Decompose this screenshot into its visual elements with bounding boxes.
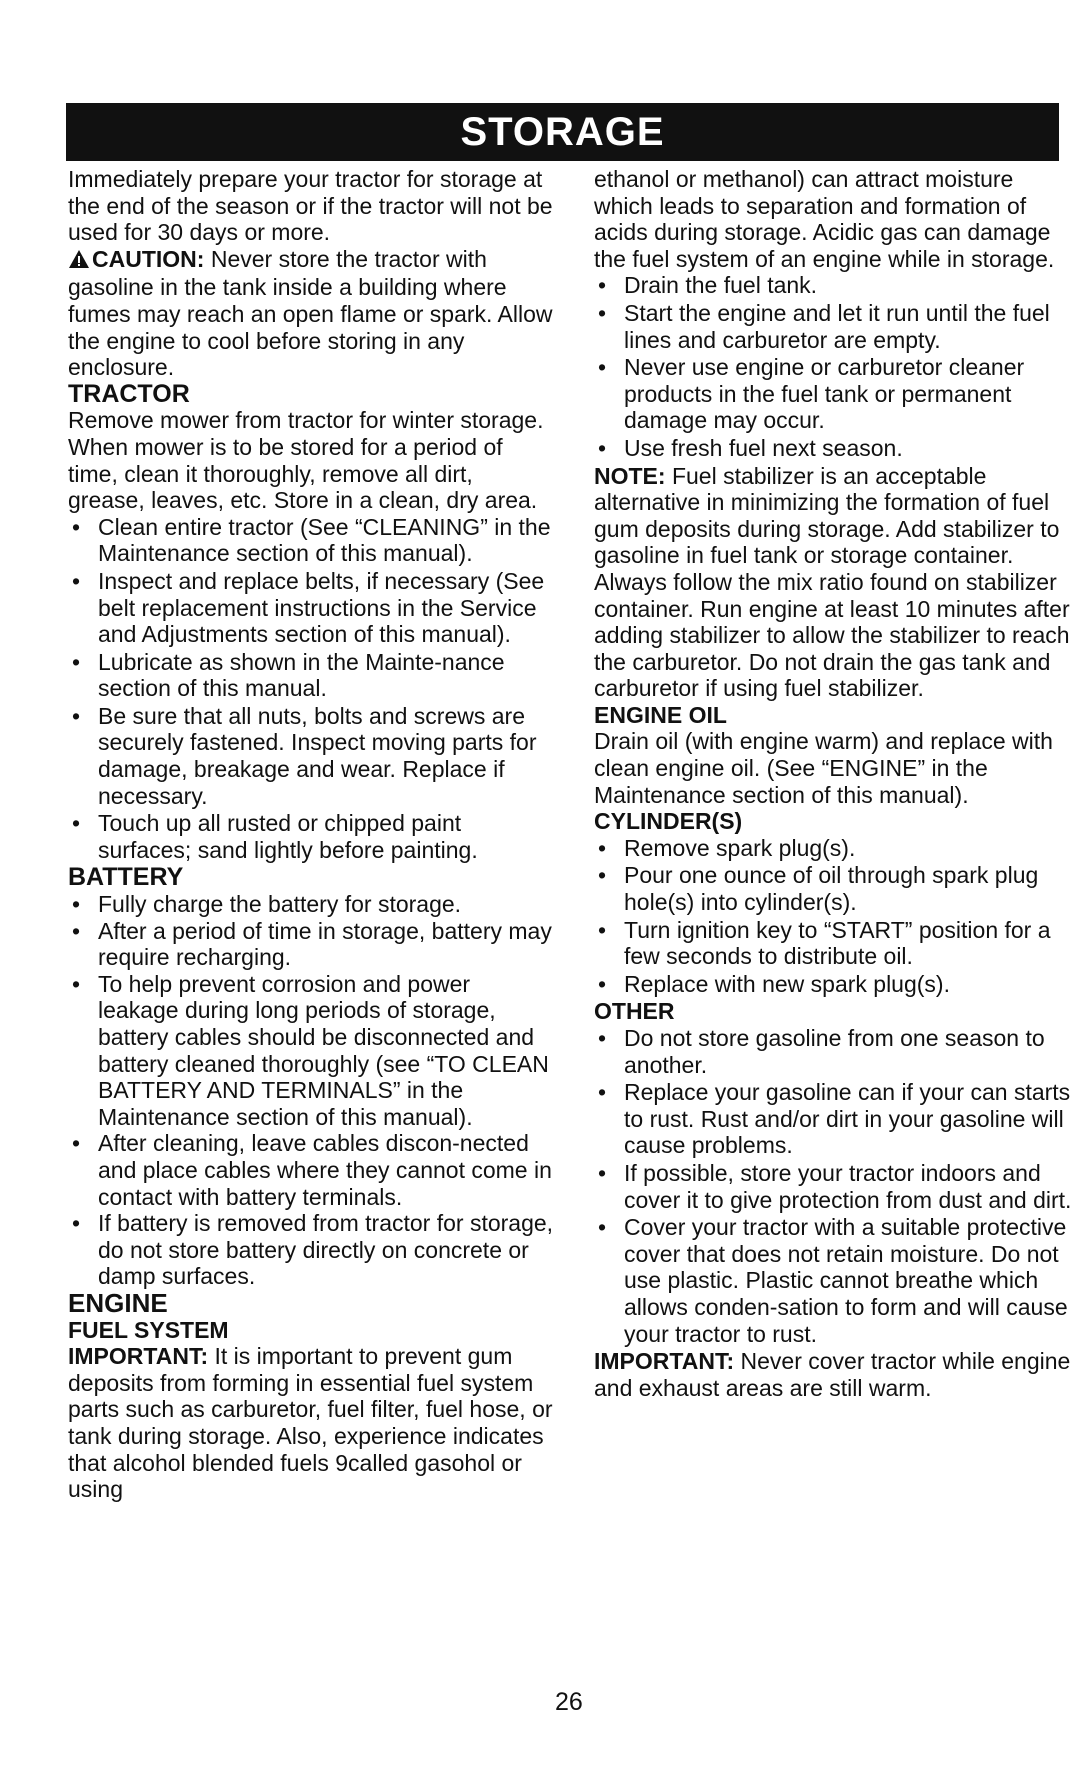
list-item: • Start the engine and let it run until the fuel lines and carburetor are empty. <box>594 300 1074 353</box>
heading-tractor: TRACTOR <box>68 379 190 408</box>
important-paragraph-right <box>594 1348 1074 1401</box>
list-item: • Fully charge the battery for storage. <box>68 891 554 918</box>
list-item: • Drain the fuel tank. <box>594 272 1074 299</box>
page-number: 26 <box>555 1688 583 1716</box>
note-label: NOTE: <box>594 462 666 489</box>
heading-engine: ENGINE <box>68 1287 168 1318</box>
list-item: • After a period of time in storage, battery may require recharging. <box>68 918 554 971</box>
list-item: • Replace with new spark plug(s). <box>594 971 1074 998</box>
note-paragraph <box>594 463 1074 702</box>
tractor-paragraph: Remove mower from tractor for winter storage. When mower is to be stored for a period of time, clean it thoroughly, remove all dirt, grease, leaves, etc. Store in a clean, dry area. <box>68 407 544 514</box>
engine-oil-paragraph: Drain oil (with engine warm) and replace with clean engine oil. (See “ENGINE” in the Maintenance section of this manual). <box>594 728 1053 808</box>
fuel-list <box>594 272 1074 461</box>
list-item: • Pour one ounce of oil through spark plug hole(s) into cylinder(s). <box>594 862 1074 915</box>
list-item: • Be sure that all nuts, bolts and screws are securely fastened. Inspect moving parts for damage, breakage and wear. Replace if necessary. <box>68 703 554 809</box>
list-item: • Turn ignition key to “START” position for a few seconds to distribute oil. <box>594 917 1074 970</box>
note-text: Fuel stabilizer is an acceptable alternative in minimizing the formation of fuel gum deposits during storage. Add stabilizer to gasoline in fuel tank or storage container. Always follow the mix ratio found on stabilizer container. Run engine at least 10 minutes after adding stabilizer to allow the stabilizer to reach the carburetor. Do not drain the gas tank and carburetor if using fuel stabilizer. <box>594 462 1070 702</box>
list-item: • Replace your gasoline can if your can starts to rust. Rust and/or dirt in your gasoline will cause problems. <box>594 1079 1074 1159</box>
heading-battery: BATTERY <box>68 863 184 892</box>
important-paragraph <box>68 1343 554 1503</box>
list-item: • Clean entire tractor (See “CLEANING” in the Maintenance section of this manual). <box>68 514 554 567</box>
left-column <box>68 166 554 1503</box>
list-item: • Never use engine or carburetor cleaner products in the fuel tank or permanent damage may occur. <box>594 354 1074 434</box>
list-item: • Touch up all rusted or chipped paint surfaces; sand lightly before painting. <box>68 810 554 863</box>
caution-paragraph <box>68 246 554 381</box>
other-list <box>594 1025 1074 1347</box>
important-label: IMPORTANT: <box>594 1348 735 1375</box>
list-item: • Remove spark plug(s). <box>594 835 1074 862</box>
list-item: • Cover your tractor with a suitable protective cover that does not retain moisture. Do not use plastic. Plastic cannot breathe which allows conden-sation to form and will cause your tractor to rust. <box>594 1214 1074 1347</box>
heading-fuel-system: FUEL SYSTEM <box>68 1316 229 1343</box>
tractor-list <box>68 514 554 864</box>
heading-other: OTHER <box>594 998 675 1025</box>
list-item: • Use fresh fuel next season. <box>594 435 1074 462</box>
list-item: • If possible, store your tractor indoors and cover it to give protection from dust and dirt. <box>594 1160 1074 1213</box>
caution-label: CAUTION: <box>92 245 205 272</box>
warning-triangle-icon <box>68 248 90 275</box>
list-item: • If battery is removed from tractor for storage, do not store battery directly on concrete or damp surfaces. <box>68 1210 554 1290</box>
list-item: • Lubricate as shown in the Mainte-nance section of this manual. <box>68 649 554 702</box>
heading-engine-oil: ENGINE OIL <box>594 701 727 728</box>
cylinder-list <box>594 835 1074 998</box>
caution-text: Never store the tractor with gasoline in the tank inside a building where fumes may reach an open flame or spark. Allow the engine to cool before storing in any enclosure. <box>68 245 553 381</box>
page-title: STORAGE <box>66 103 1059 161</box>
list-item: • After cleaning, leave cables discon-nected and place cables where they cannot come in contact with battery terminals. <box>68 1130 554 1210</box>
important-text: Never cover tractor while engine and exhaust areas are still warm. <box>594 1348 1071 1401</box>
important-label: IMPORTANT: <box>68 1343 209 1370</box>
right-column <box>594 166 1074 1401</box>
battery-list <box>68 891 554 1290</box>
continued-paragraph: ethanol or methanol) can attract moisture which leads to separation and formation of acids during storage. Acidic gas can damage the fuel system of an engine while in storage. <box>594 166 1055 272</box>
important-text: It is important to prevent gum deposits from forming in essential fuel system parts such as carburetor, fuel filter, fuel hose, or tank during storage. Also, experience indicates that alcohol blended fuels 9called gasohol or using <box>68 1343 553 1503</box>
list-item: • To help prevent corrosion and power leakage during long periods of storage, battery cables should be disconnected and battery cleaned thoroughly (see “TO CLEAN BATTERY AND TERMINALS” in the Maintenance section of this manual). <box>68 971 554 1131</box>
intro-paragraph: Immediately prepare your tractor for storage at the end of the season or if the tractor will not be used for 30 days or more. <box>68 166 553 246</box>
list-item: • Inspect and replace belts, if necessary (See belt replacement instructions in the Service and Adjustments section of this manual). <box>68 568 554 648</box>
list-item: • Do not store gasoline from one season to another. <box>594 1025 1074 1078</box>
heading-cylinders: CYLINDER(S) <box>594 808 743 835</box>
